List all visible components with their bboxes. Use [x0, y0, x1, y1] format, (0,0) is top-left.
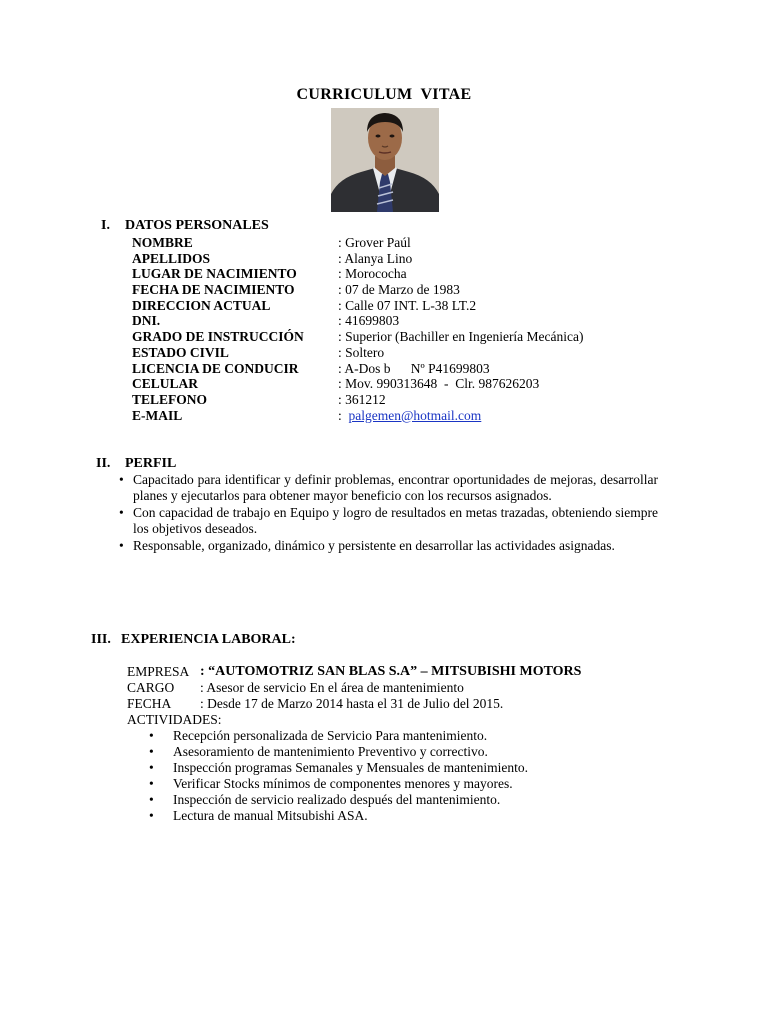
exp-row-empresa — [127, 664, 687, 680]
experiencia-block — [127, 664, 687, 824]
actividades-label: ACTIVIDADES: — [127, 712, 222, 727]
list-item — [127, 808, 687, 824]
bullet-icon: • — [149, 792, 154, 807]
section-number: I. — [101, 218, 110, 233]
list-item — [127, 728, 687, 744]
field-label: DIRECCION ACTUAL — [132, 297, 271, 313]
field-label: NOMBRE — [132, 235, 193, 250]
bullet-icon: • — [149, 760, 154, 775]
datos-row — [132, 345, 692, 361]
bullet-icon: • — [149, 776, 154, 791]
list-item — [118, 538, 658, 554]
field-value: : “AUTOMOTRIZ SAN BLAS S.A” – MITSUBISHI MOTORS — [200, 664, 582, 679]
datos-row — [132, 329, 692, 345]
field-value: : Grover Paúl — [338, 235, 411, 250]
datos-row — [132, 282, 692, 298]
datos-row — [132, 361, 692, 377]
field-label: APELLIDOS — [132, 250, 211, 266]
list-item-text: Recepción personalizada de Servicio Para mantenimiento. — [173, 728, 488, 743]
bullet-icon: • — [149, 728, 154, 743]
field-value — [338, 408, 481, 424]
section-datos-personales — [101, 218, 269, 234]
field-label: LICENCIA DE CONDUCIR — [132, 360, 299, 376]
field-value: : Soltero — [338, 344, 385, 360]
field-label: FECHA DE NACIMIENTO — [132, 282, 295, 298]
list-item — [127, 792, 687, 808]
datos-row — [132, 376, 692, 392]
bullet-icon: • — [149, 744, 154, 759]
field-value: : Alanya Lino — [338, 250, 413, 266]
section-number: II. — [96, 456, 111, 471]
field-label: LUGAR DE NACIMIENTO — [132, 266, 297, 282]
bullet-icon: • — [119, 505, 124, 520]
bullet-icon: • — [149, 808, 154, 823]
list-item — [127, 776, 687, 792]
list-item-text: Inspección de servicio realizado después del mantenimiento. — [173, 792, 501, 807]
field-label: TELEFONO — [132, 391, 208, 407]
profile-photo — [331, 108, 439, 212]
perfil-list — [118, 472, 658, 555]
datos-row — [132, 251, 692, 267]
list-item — [118, 472, 658, 504]
list-item-text: Lectura de manual Mitsubishi ASA. — [173, 808, 368, 823]
field-value: : Calle 07 INT. L-38 LT.2 — [338, 297, 477, 313]
field-label: ESTADO CIVIL — [132, 344, 229, 360]
field-label: CELULAR — [132, 376, 199, 392]
email-link[interactable]: palgemen@hotmail.com — [348, 407, 482, 423]
section-title: DATOS PERSONALES — [125, 218, 269, 233]
section-experiencia-laboral — [91, 632, 296, 648]
section-perfil — [96, 456, 176, 472]
field-label: FECHA — [127, 696, 172, 711]
field-value: : Superior (Bachiller en Ingeniería Mecánica) — [338, 329, 584, 345]
field-value: : Mov. 990313648 - Clr. 987626203 — [338, 376, 540, 392]
section-number: III. — [91, 632, 111, 647]
field-label: E-MAIL — [132, 407, 183, 423]
list-item — [118, 505, 658, 537]
datos-row-email — [132, 408, 692, 424]
bullet-icon: • — [119, 472, 124, 487]
field-value: : 361212 — [338, 391, 386, 407]
list-item — [127, 744, 687, 760]
document-title: CURRICULUM VITAE — [296, 86, 472, 103]
list-item — [127, 760, 687, 776]
list-item-text: Asesoramiento de mantenimiento Preventivo y correctivo. — [173, 744, 488, 759]
email-prefix: : — [338, 407, 349, 423]
field-value: : 07 de Marzo de 1983 — [338, 282, 460, 298]
field-value: : A-Dos b Nº P41699803 — [338, 360, 490, 376]
section-title: EXPERIENCIA LABORAL: — [121, 632, 296, 647]
datos-row — [132, 313, 692, 329]
list-item-text: Capacitado para identificar y definir problemas, encontrar oportunidades de mejoras, desarrollar planes y ejecutarlos para obtener mayor beneficio con los recursos asignados. — [133, 472, 658, 503]
list-item-text: Responsable, organizado, dinámico y persistente en desarrollar las actividades asignadas. — [133, 538, 615, 553]
field-value: : 41699803 — [338, 313, 400, 329]
field-label: EMPRESA — [127, 664, 190, 679]
field-value: : Desde 17 de Marzo 2014 hasta el 31 de Julio del 2015. — [200, 696, 504, 711]
list-item-text: Verificar Stocks mínimos de componentes menores y mayores. — [173, 776, 513, 791]
field-label: CARGO — [127, 680, 175, 695]
field-value: : Asesor de servicio En el área de mantenimiento — [200, 680, 464, 695]
datos-row — [132, 266, 692, 282]
datos-row — [132, 392, 692, 408]
field-label: DNI. — [132, 313, 161, 329]
field-label: GRADO DE INSTRUCCIÓN — [132, 329, 304, 345]
datos-row — [132, 298, 692, 314]
exp-row-fecha — [127, 696, 687, 712]
bullet-icon: • — [119, 538, 124, 553]
datos-personales-table — [132, 235, 692, 423]
list-item-text: Inspección programas Semanales y Mensuales de mantenimiento. — [173, 760, 529, 775]
section-title: PERFIL — [125, 456, 177, 471]
list-item-text: Con capacidad de trabajo en Equipo y logro de resultados en metas trazadas, obteniendo siempre los objetivos deseados. — [133, 505, 658, 536]
field-value: : Morococha — [338, 266, 407, 282]
exp-row-cargo — [127, 680, 687, 696]
actividades-list — [127, 728, 687, 824]
datos-row — [132, 235, 692, 251]
